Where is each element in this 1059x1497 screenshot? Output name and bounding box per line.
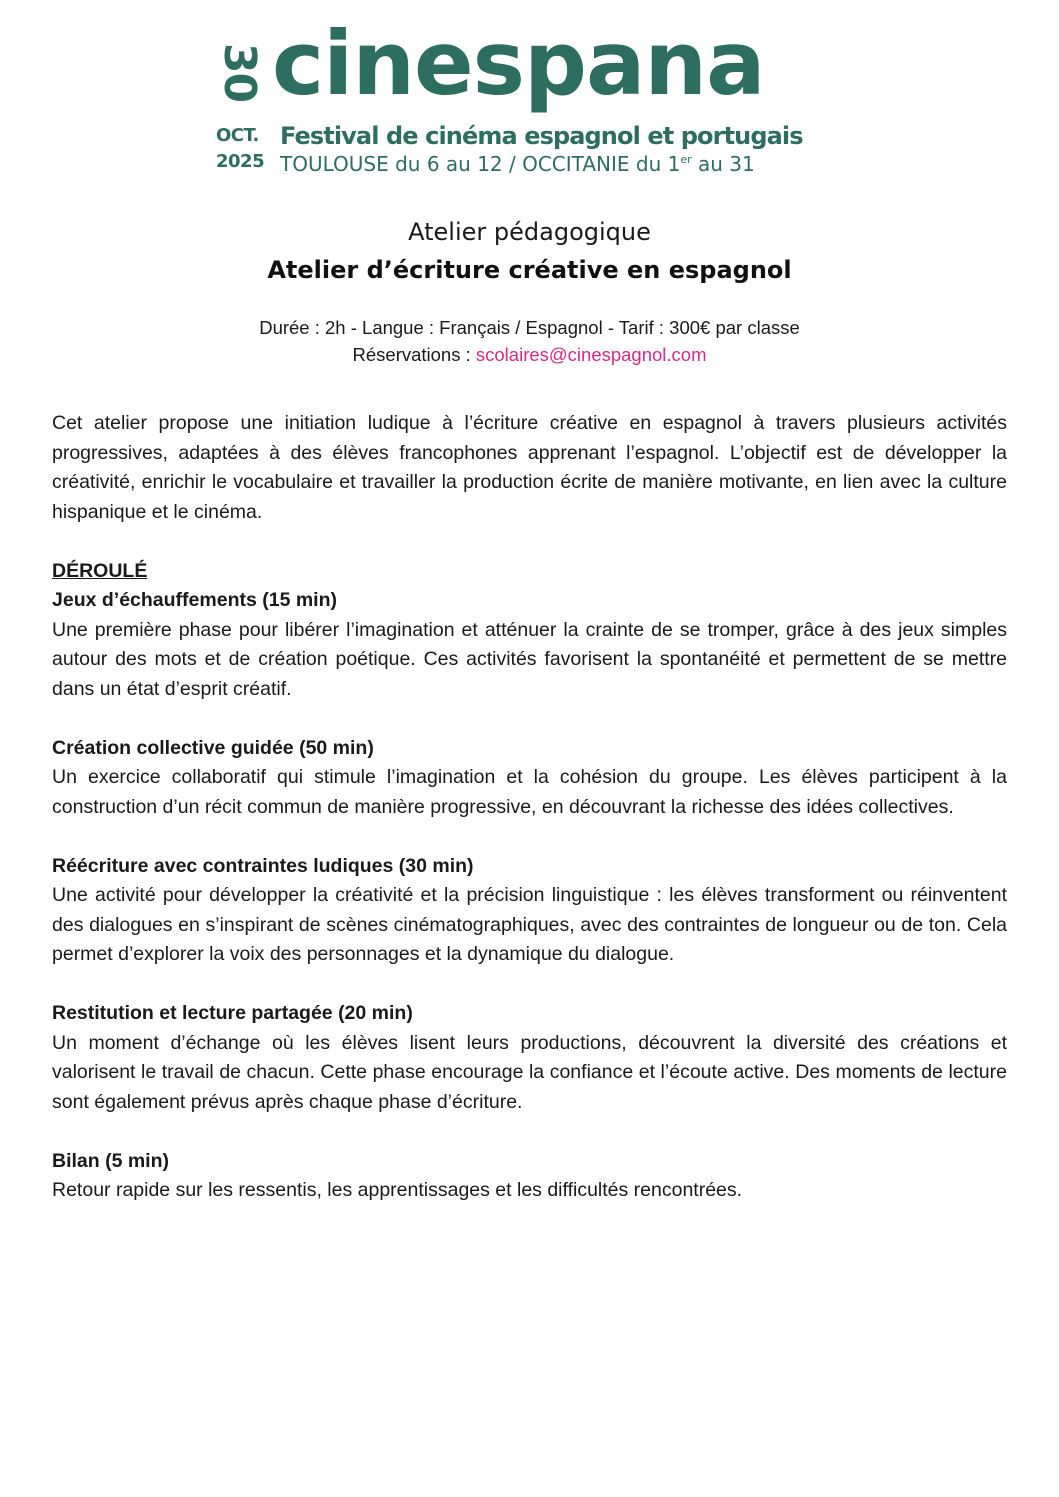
phase-title: Création collective guidée (50 min): [52, 736, 374, 759]
meta-line: Durée : 2h - Langue : Français / Espagnol - Tarif : 300€ par classe: [259, 317, 800, 338]
festival-subtitle: Festival de cinéma espagnol et portugais: [280, 122, 803, 150]
document-body: [52, 409, 1007, 1235]
phase-text: Une activité pour développer la créativité et la précision linguistique : les élèves transforment ou réinventent des dialogues en s’inspirant de scènes cinématographiques, avec des contraintes de longueur ou de ton. Cela permet d’explorer la voix des personnages et la dynamique du dialogue.: [52, 884, 1007, 965]
intro-paragraph: Cet atelier propose une initiation ludique à l’écriture créative en espagnol à travers plusieurs activités progressives, adaptées à des élèves francophones apprenant l’espagnol. L’objectif est de développer la créativité, enrichir le vocabulaire et travailler la production écrite de manière motivante, en lien avec la culture hispanique et le cinéma.: [52, 412, 1007, 523]
phase-text: Retour rapide sur les ressentis, les apprentissages et les difficultés rencontrées.: [52, 1179, 743, 1201]
logo-number: 30: [214, 42, 266, 102]
section-heading: DÉROULÉ: [52, 559, 148, 582]
document-kicker: Atelier pédagogique: [408, 218, 651, 246]
reservations-email-link[interactable]: scolaires@cinespagnol.com: [475, 344, 707, 365]
phase-title: Restitution et lecture partagée (20 min): [52, 1002, 413, 1024]
phase-title: Jeux d’échauffements (15 min): [52, 589, 337, 611]
workshop-meta: [0, 314, 1059, 368]
phase-title: Bilan (5 min): [52, 1149, 170, 1172]
festival-dates: TOULOUSE du 6 au 12 / OCCITANIE du 1er au 31: [280, 152, 755, 176]
phase-text: Un moment d’échange où les élèves lisent leurs productions, découvrent la diversité des créations et valorisent le travail de chacun. Cette phase encourage la confiance et l’écoute active. Des moments de lecture sont également prévus après chaque phase d’écriture.: [52, 1031, 1007, 1113]
phase-text: Une première phase pour libérer l’imagination et atténuer la crainte de se tromper, grâce à des jeux simples autour des mots et de création poétique. Ces activités favorisent la spontanéité et permettent de se mettre dans un état d’esprit créatif.: [52, 618, 1007, 700]
phase-text: Un exercice collaboratif qui stimule l’imagination et la cohésion du groupe. Les élèves participent à la construction d’un récit commun de manière progressive, en découvrant la richesse des idées collectives.: [52, 766, 1007, 818]
logo-wordmark: cinespana: [272, 12, 765, 115]
phase-collective-creation: [52, 734, 1007, 823]
phase-rewriting: [52, 852, 1007, 970]
logo-month: OCT.: [216, 125, 259, 146]
phase-review: [52, 1147, 1007, 1206]
document-title: Atelier d’écriture créative en espagnol: [267, 256, 792, 284]
phase-restitution: [52, 999, 1007, 1117]
reservations-line: Réservations : scolaires@cinespagnol.com: [352, 344, 707, 365]
phase-warmup: [52, 586, 1007, 704]
festival-logo: [0, 0, 1059, 190]
logo-year: 2025: [216, 151, 265, 172]
phase-title: Réécriture avec contraintes ludiques (30 min): [52, 854, 474, 877]
